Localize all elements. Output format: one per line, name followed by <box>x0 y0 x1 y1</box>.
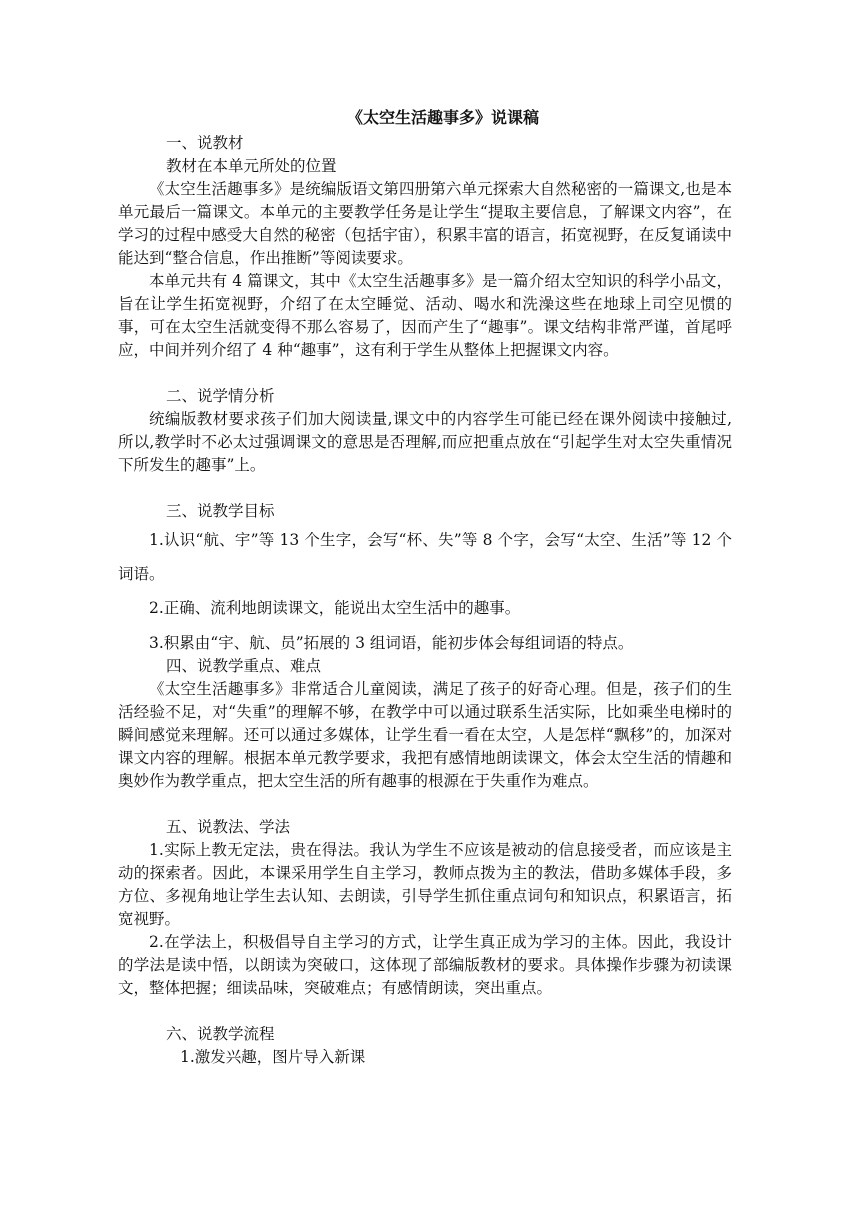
spacer <box>118 793 732 816</box>
paragraph: 统编版教材要求孩子们加大阅读量,课文中的内容学生可能已经在课外阅读中接触过,所以,教学时不必太过强调课文的意思是否理解,而应把重点放在“引起学生对太空失重情况下所发生的趣事”上。 <box>118 410 732 474</box>
spacer <box>118 1000 732 1023</box>
spacer <box>118 477 732 500</box>
goal-item: 2.正确、流利地朗读课文，能说出太空生活中的趣事。 <box>149 599 521 617</box>
paragraph: 《太空生活趣事多》非常适合儿童阅读，满足了孩子的好奇心理。但是，孩子们的生活经验不足，对“失重”的理解不够，在教学中可以通过联系生活实际，比如乘坐电梯时的瞬间感觉来理解。还可以通过多媒体，让学生看一看在太空，人是怎样“飘移”的，加深对课文内容的理解。根据本单元教学要求，我把有感情地朗读课文，体会太空生活的情趣和奥妙作为教学重点，把太空生活的所有趣事的根源在于失重作为难点。 <box>118 680 732 790</box>
document-title: 《太空生活趣事多》说课稿 <box>346 108 539 127</box>
subheading-position: 教材在本单元所处的位置 <box>166 157 337 175</box>
section-heading-student-analysis: 二、说学情分析 <box>166 387 275 405</box>
goal-item: 1.认识“航、宇”等 13 个生字，会写“杯、失”等 8 个字，会写“太空、生活”等 12 个词语。 <box>118 531 732 583</box>
paragraph: 2.在学法上，积极倡导自主学习的方式，让学生真正成为学习的主体。因此，我设计的学法是读中悟，以朗读为突破口，这体现了部编版教材的要求。具体操作步骤为初读课文，整体把握；细读品味，突破难点；有感情朗读，突出重点。 <box>118 933 732 997</box>
process-item: 1.激发兴趣，图片导入新课 <box>180 1048 366 1066</box>
paragraph: 本单元共有 4 篇课文，其中《太空生活趣事多》是一篇介绍太空知识的科学小品文，旨在让学生拓宽视野，介绍了在太空睡觉、活动、喝水和洗澡这些在地球上司空见惯的事，可在太空生活就变得不那么容易了，因而产生了“趣事”。课文结构非常严谨，首尾呼应，中间并列介绍了 4 种“趣事”，这有利于学生从整体上把握课文内容。 <box>118 272 732 359</box>
section-heading-methods: 五、说教法、学法 <box>166 818 291 836</box>
section-heading-goals: 三、说教学目标 <box>166 502 275 520</box>
document-body <box>118 104 732 1069</box>
paragraph: 1.实际上教无定法，贵在得法。我认为学生不应该是被动的信息接受者，而应该是主动的探索者。因此，本课采用学生自主学习，教师点拨为主的教法，借助多媒体手段，多方位、多视角地让学生去认知、去朗读，引导学生抓住重点词句和知识点，积累语言，拓宽视野。 <box>118 841 732 928</box>
spacer <box>118 362 732 385</box>
section-heading-textbook: 一、说教材 <box>166 134 244 152</box>
goal-item: 3.积累由“宇、航、员”拓展的 3 组词语，能初步体会每组词语的特点。 <box>149 634 634 652</box>
section-heading-process: 六、说教学流程 <box>166 1025 275 1043</box>
paragraph: 《太空生活趣事多》是统编版语文第四册第六单元探索大自然秘密的一篇课文,也是本单元最后一篇课文。本单元的主要教学任务是让学生“提取主要信息，了解课文内容”，在学习的过程中感受大自然的秘密（包括宇宙），积累丰富的语言，拓宽视野，在反复诵读中能达到“整合信息，作出推断”等阅读要求。 <box>118 180 732 267</box>
section-heading-key-points: 四、说教学重点、难点 <box>166 657 322 675</box>
